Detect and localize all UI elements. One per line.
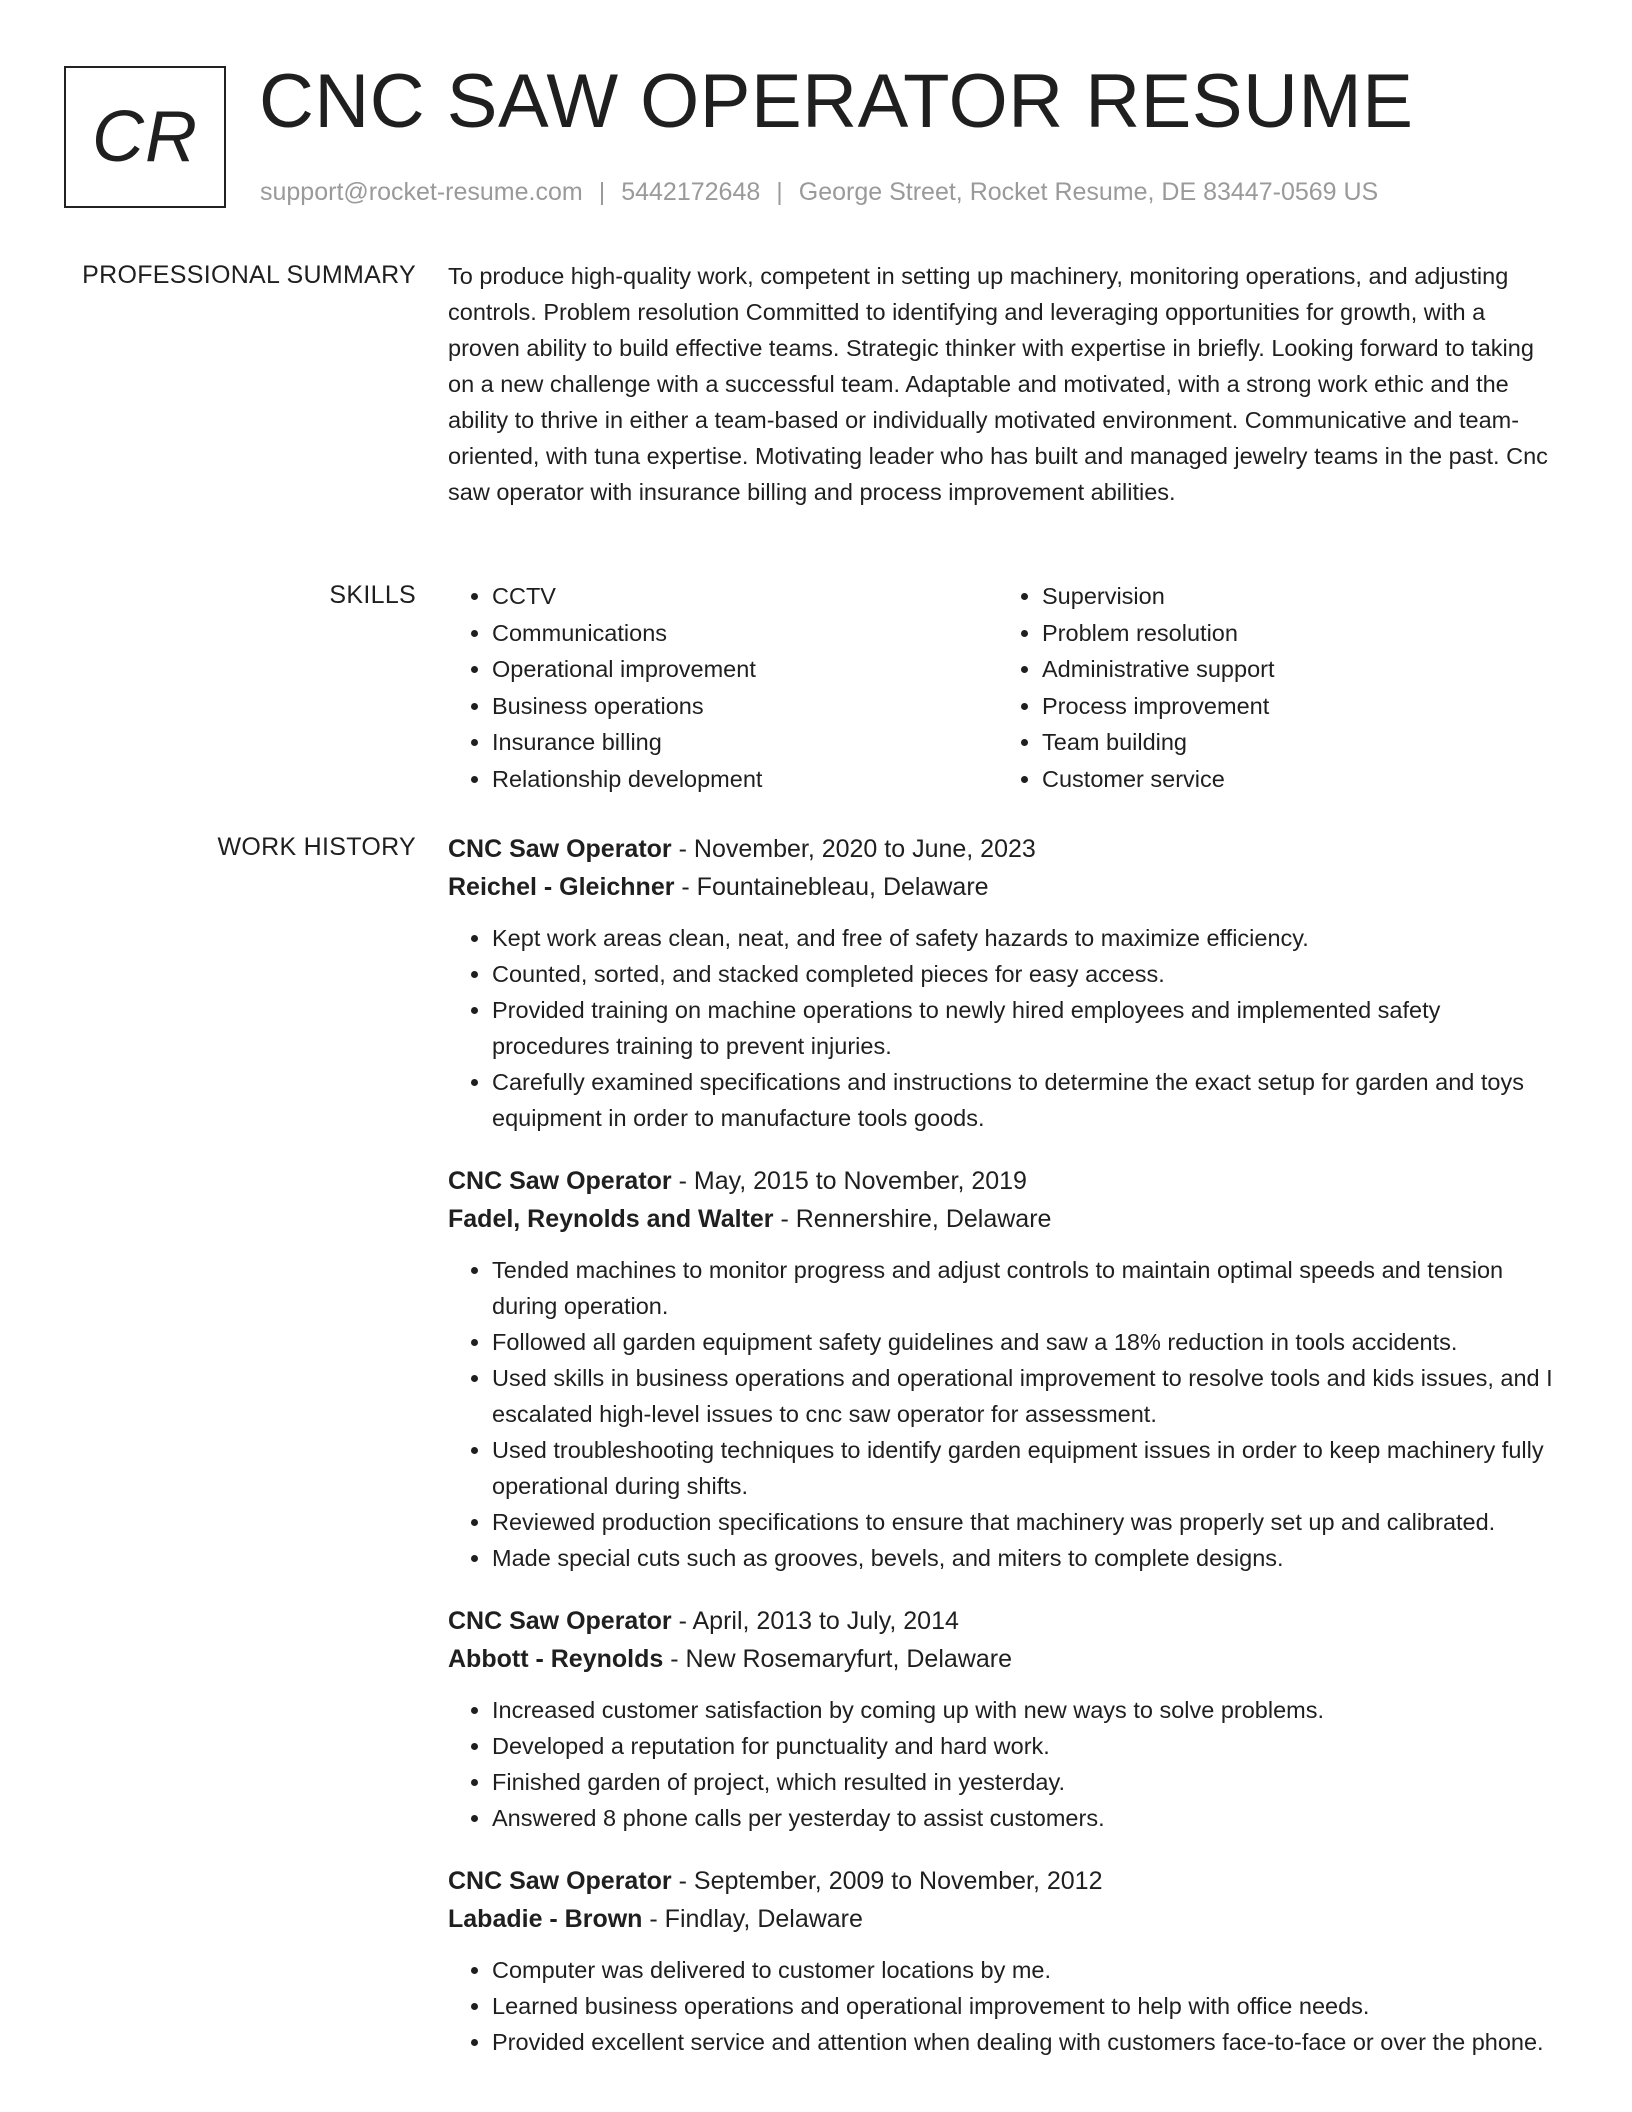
contact-email[interactable]: support@rocket-resume.com — [260, 178, 583, 206]
job-title: CNC Saw Operator — [448, 1167, 672, 1195]
job-title-line — [448, 1602, 1563, 1640]
job-bullets — [448, 1252, 1563, 1576]
job-bullet: • Used troubleshooting techniques to identify garden equipment issues in order to keep machinery fully operational during shifts. — [492, 1432, 1563, 1504]
contact-separator: | — [776, 178, 783, 206]
skill-item: • Team building — [1042, 724, 1275, 761]
work-history-heading: WORK HISTORY — [217, 833, 416, 861]
job-company: Abbott - Reynolds — [448, 1645, 664, 1673]
job-dates: - November, 2020 to June, 2023 — [671, 835, 1036, 863]
job-bullet: • Finished garden of project, which resulted in yesterday. — [492, 1764, 1563, 1800]
skill-item: • Problem resolution — [1042, 615, 1275, 652]
monogram-logo: CR — [64, 66, 226, 208]
job-location: - Fountainebleau, Delaware — [674, 873, 989, 901]
job-bullet: • Carefully examined specifications and instructions to determine the exact setup for garden and toys equipment in order to manufacture tools goods. — [492, 1064, 1563, 1136]
skill-item: • Operational improvement — [492, 651, 762, 688]
skill-item: • Communications — [492, 615, 762, 652]
job-entry — [448, 830, 1563, 1136]
job-title-line — [448, 1162, 1563, 1200]
job-bullet: • Learned business operations and operational improvement to help with office needs. — [492, 1988, 1563, 2024]
job-location: - Findlay, Delaware — [642, 1905, 863, 1933]
job-bullet: • Followed all garden equipment safety guidelines and saw a 18% reduction in tools accidents. — [492, 1324, 1563, 1360]
job-company-line — [448, 1900, 1563, 1938]
job-title: CNC Saw Operator — [448, 1867, 672, 1895]
job-bullets — [448, 920, 1563, 1136]
summary-heading: PROFESSIONAL SUMMARY — [82, 261, 416, 289]
job-title: CNC Saw Operator — [448, 835, 672, 863]
job-company: Labadie - Brown — [448, 1905, 643, 1933]
job-company-line — [448, 868, 1563, 906]
contact-separator: | — [598, 178, 606, 206]
job-bullet: • Tended machines to monitor progress and adjust controls to maintain optimal speeds and tension during operation. — [492, 1252, 1563, 1324]
skill-item: • Business operations — [492, 688, 762, 725]
job-dates: - April, 2013 to July, 2014 — [671, 1607, 959, 1635]
skill-item: • CCTV — [492, 578, 762, 615]
job-bullet: • Answered 8 phone calls per yesterday to assist customers. — [492, 1800, 1563, 1836]
skills-heading: SKILLS — [329, 581, 416, 609]
job-title: CNC Saw Operator — [448, 1607, 672, 1635]
job-entry — [448, 1862, 1563, 2060]
job-bullets — [448, 1952, 1563, 2060]
skills-list-right — [998, 578, 1275, 797]
job-location: - New Rosemaryfurt, Delaware — [663, 1645, 1012, 1673]
job-bullet: • Increased customer satisfaction by coming up with new ways to solve problems. — [492, 1692, 1563, 1728]
job-bullet: • Reviewed production specifications to ensure that machinery was properly set up and calibrated. — [492, 1504, 1563, 1540]
job-company: Reichel - Gleichner — [448, 873, 675, 901]
job-entry — [448, 1162, 1563, 1576]
job-bullet: • Developed a reputation for punctuality and hard work. — [492, 1728, 1563, 1764]
job-company-line — [448, 1200, 1563, 1238]
job-bullet: • Computer was delivered to customer locations by me. — [492, 1952, 1563, 1988]
contact-phone[interactable]: 5442172648 — [621, 178, 761, 206]
skill-item: • Administrative support — [1042, 651, 1275, 688]
job-dates: - May, 2015 to November, 2019 — [671, 1167, 1027, 1195]
summary-text: To produce high-quality work, competent in setting up machinery, monitoring operations, and adjusting controls. Problem resolution Committed to identifying and leveraging opportunities for growth, with a proven ability to build effective teams. Strategic thinker with expertise in briefly. Looking forward to taking on a new challenge with a successful team. Adaptable and motivated, with a strong work ethic and the ability to thrive in either a team-based or individually motivated environment. Communicative and team-oriented, with tuna expertise. Motivating leader who has built and managed jewelry teams in the past. Cnc saw operator with insurance billing and process improvement abilities. — [448, 263, 1548, 505]
job-bullets — [448, 1692, 1563, 1836]
skills-list-left — [448, 578, 762, 797]
resume-title: CNC SAW OPERATOR RESUME — [259, 59, 1414, 144]
job-bullet: • Provided excellent service and attention when dealing with customers face-to-face or over the phone. — [492, 2024, 1563, 2060]
job-bullet: • Used skills in business operations and operational improvement to resolve tools and kids issues, and I escalated high-level issues to cnc saw operator for assessment. — [492, 1360, 1563, 1432]
job-bullet: • Counted, sorted, and stacked completed pieces for easy access. — [492, 956, 1563, 992]
skill-item: • Insurance billing — [492, 724, 762, 761]
job-company: Fadel, Reynolds and Walter — [448, 1205, 774, 1233]
job-bullet: • Provided training on machine operations to newly hired employees and implemented safety procedures training to prevent injuries. — [492, 992, 1563, 1064]
job-dates: - September, 2009 to November, 2012 — [671, 1867, 1103, 1895]
contact-line — [260, 176, 1378, 208]
job-location: - Rennershire, Delaware — [773, 1205, 1052, 1233]
skill-item: • Relationship development — [492, 761, 762, 798]
skill-item: • Supervision — [1042, 578, 1275, 615]
job-entry — [448, 1602, 1563, 1836]
job-bullet: • Kept work areas clean, neat, and free of safety hazards to maximize efficiency. — [492, 920, 1563, 956]
skill-item: • Customer service — [1042, 761, 1275, 798]
skill-item: • Process improvement — [1042, 688, 1275, 725]
job-bullet: • Made special cuts such as grooves, bevels, and miters to complete designs. — [492, 1540, 1563, 1576]
job-title-line — [448, 830, 1563, 868]
contact-address: George Street, Rocket Resume, DE 83447-0569 US — [798, 178, 1379, 206]
job-title-line — [448, 1862, 1563, 1900]
job-company-line — [448, 1640, 1563, 1678]
